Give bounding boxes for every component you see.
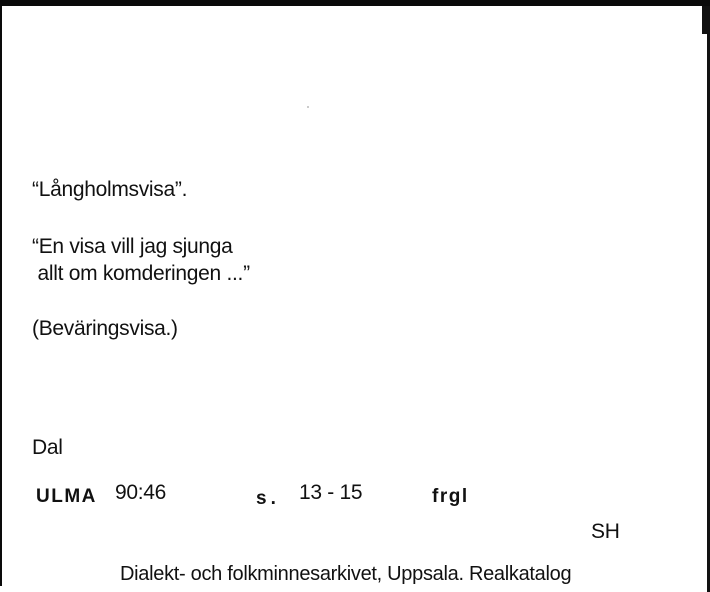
- classification: frgl: [432, 486, 469, 507]
- card-edge-mark: [702, 6, 707, 34]
- song-category: (Beväringsvisa.): [32, 317, 178, 340]
- footer-archive-name: Dialekt- och folkminnesarkivet, Uppsala. Realkatalog: [120, 563, 572, 585]
- initials: SH: [591, 520, 620, 543]
- region: Dal: [32, 436, 63, 459]
- page-label: s.: [256, 488, 280, 509]
- lyric-line-1: “En visa vill jag sjunga: [32, 235, 233, 258]
- archive-code: ULMA: [36, 486, 97, 507]
- page-range: 13 - 15: [299, 481, 363, 504]
- song-title: “Långholmsvisa”.: [32, 178, 188, 201]
- record-number: 90:46: [115, 481, 167, 504]
- paper-speck: [307, 106, 309, 108]
- lyric-line-2: allt om komderingen ...”: [32, 262, 250, 285]
